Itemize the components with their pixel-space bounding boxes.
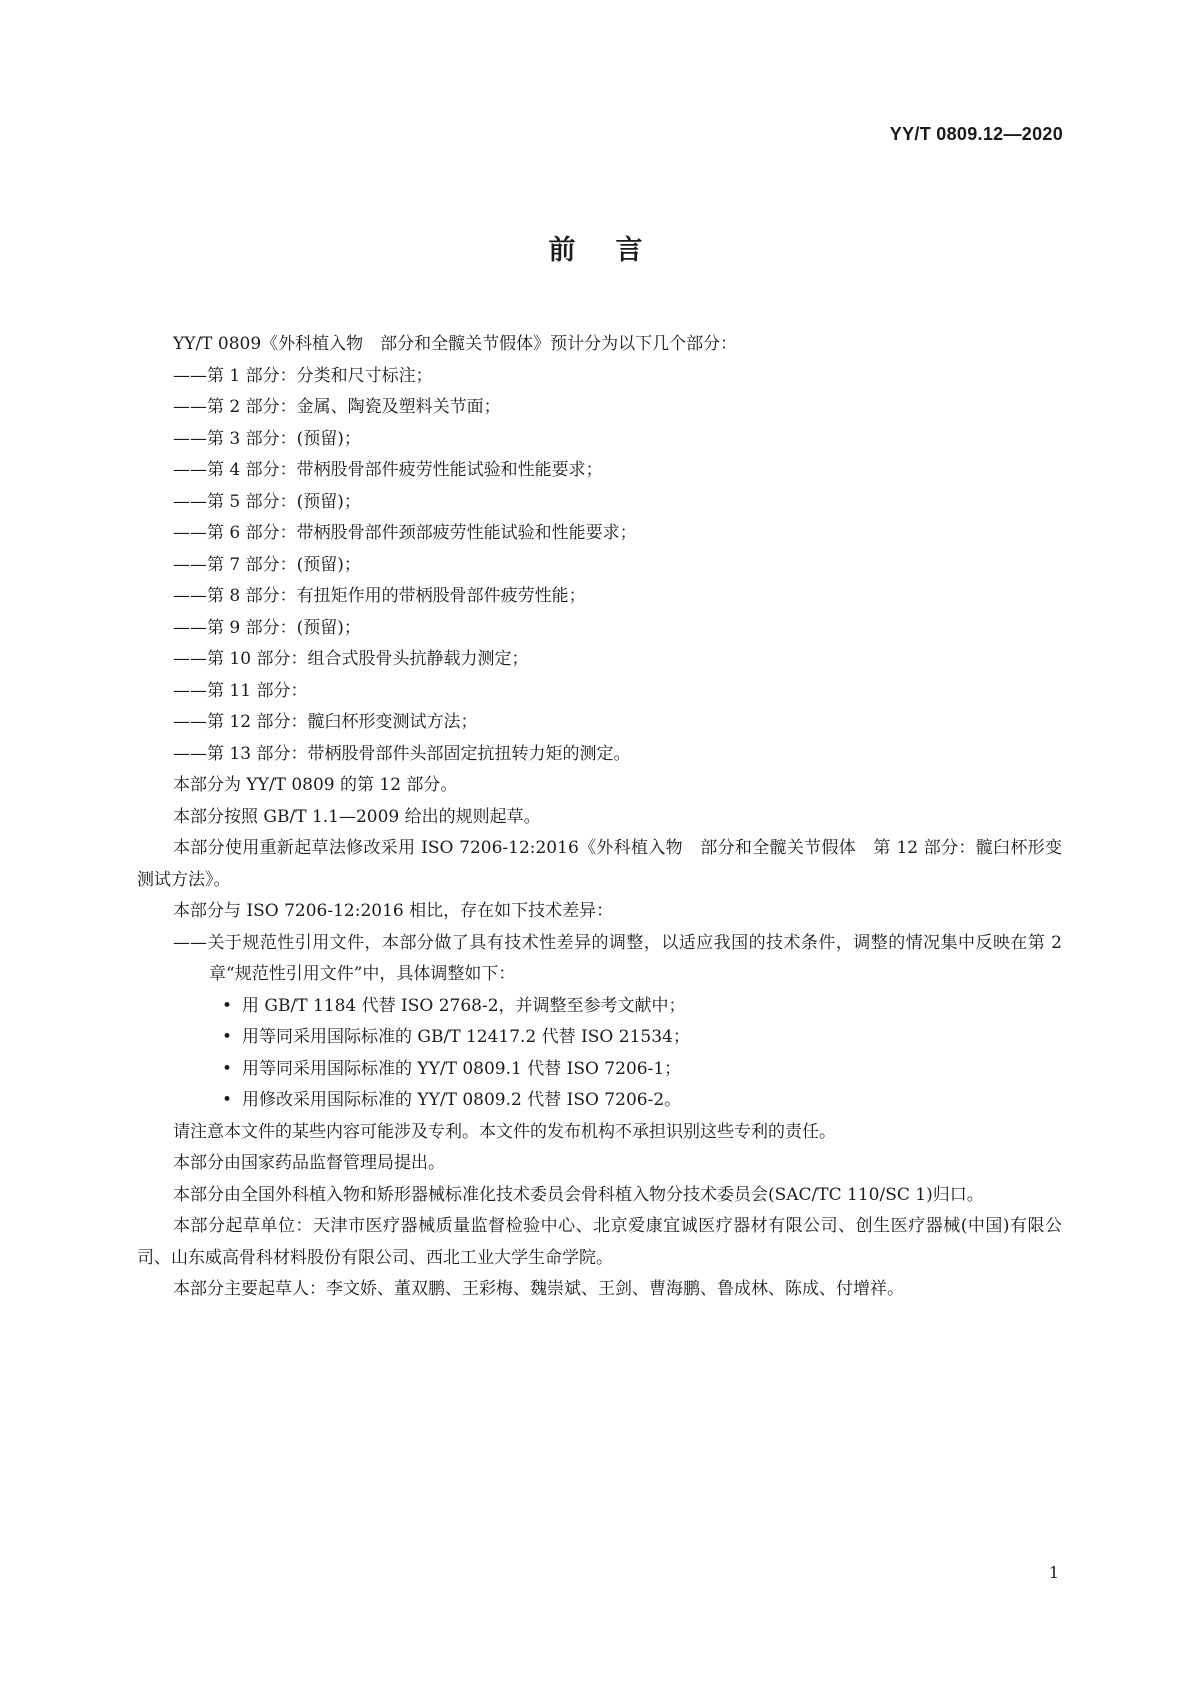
bullet-text: 用 GB/T 1184 代替 ISO 2768-2，并调整至参考文献中； <box>242 995 686 1016</box>
difference-item: ——关于规范性引用文件，本部分做了具有技术性差异的调整，以适应我国的技术条件，调整的情况集中反映在第 2 章“规范性引用文件”中，具体调整如下： <box>173 932 1062 984</box>
bullet-text: 用等同采用国际标准的 GB/T 12417.2 代替 ISO 21534； <box>242 1027 690 1047</box>
adoption-paragraph: 本部分使用重新起草法修改采用 ISO 7206-12:2016《外科植入物 部分和全髋关节假体 第 12 部分：髋臼杯形变测试方法》。 <box>137 838 1062 890</box>
patent-paragraph: 请注意本文件的某些内容可能涉及专利。本文件的发布机构不承担识别这些专利的责任。 <box>173 1121 836 1142</box>
parts-list <box>137 361 1062 771</box>
bullet-icon: • <box>222 995 233 1016</box>
bullet-item <box>137 1085 1062 1117</box>
page-number: 1 <box>1048 1563 1059 1582</box>
foreword-body <box>137 329 1062 1306</box>
list-item: ——第 8 部分：有扭矩作用的带柄股骨部件疲劳性能； <box>173 586 586 606</box>
bullet-item <box>137 991 1062 1023</box>
drafting-units-paragraph: 本部分起草单位：天津市医疗器械质量监督检验中心、北京爱康宜诚医疗器材有限公司、创生医疗器械(中国)有限公司、山东威高骨科材料股份有限公司、西北工业大学生命学院。 <box>137 1216 1062 1268</box>
list-item: ——第 2 部分：金属、陶瓷及塑料关节面； <box>173 397 501 417</box>
list-item: ——第 10 部分：组合式股骨头抗静载力测定； <box>173 649 529 669</box>
centralized-paragraph: 本部分由全国外科植入物和矫形器械标准化技术委员会骨科植入物分技术委员会(SAC/TC 110/SC 1)归口。 <box>173 1184 984 1205</box>
list-item: ——第 5 部分：(预留)； <box>173 491 361 512</box>
proposed-by-paragraph: 本部分由国家药品监督管理局提出。 <box>173 1153 445 1173</box>
bullet-item <box>137 1022 1062 1054</box>
differences-paragraph: 本部分与 ISO 7206-12:2016 相比，存在如下技术差异： <box>173 901 614 921</box>
list-item: ——第 11 部分： <box>173 680 308 701</box>
bullet-icon: • <box>222 1090 233 1110</box>
standard-code: YY/T 0809.12—2020 <box>889 124 1063 144</box>
drafters-paragraph: 本部分主要起草人：李文娇、董双鹏、王彩梅、魏崇斌、王剑、曹海鹏、鲁成林、陈成、付增祥。 <box>173 1279 904 1299</box>
bullet-icon: • <box>222 1027 233 1047</box>
list-item: ——第 13 部分：带柄股骨部件头部固定抗扭转力矩的测定。 <box>173 743 631 764</box>
bullet-text: 用等同采用国际标准的 YY/T 0809.1 代替 ISO 7206-1； <box>242 1058 682 1079</box>
bullet-list <box>137 991 1062 1117</box>
bullet-text: 用修改采用国际标准的 YY/T 0809.2 代替 ISO 7206-2。 <box>242 1090 682 1110</box>
list-item: ——第 4 部分：带柄股骨部件疲劳性能试验和性能要求； <box>173 460 603 480</box>
list-item: ——第 1 部分：分类和尺寸标注； <box>173 365 433 386</box>
page-title: 前言 <box>548 235 683 266</box>
bullet-item <box>137 1054 1062 1086</box>
list-item: ——第 3 部分：(预留)； <box>173 428 361 449</box>
list-item: ——第 7 部分：(预留)； <box>173 554 361 575</box>
drafting-rules-paragraph: 本部分按照 GB/T 1.1—2009 给出的规则起草。 <box>173 806 541 827</box>
part-of-paragraph: 本部分为 YY/T 0809 的第 12 部分。 <box>173 775 458 795</box>
list-item: ——第 6 部分：带柄股骨部件颈部疲劳性能试验和性能要求； <box>173 523 637 543</box>
intro-paragraph: YY/T 0809《外科植入物 部分和全髋关节假体》预计分为以下几个部分： <box>173 334 738 354</box>
bullet-icon: • <box>222 1058 233 1079</box>
list-item: ——第 12 部分：髋臼杯形变测试方法； <box>173 712 478 732</box>
list-item: ——第 9 部分：(预留)； <box>173 617 361 638</box>
